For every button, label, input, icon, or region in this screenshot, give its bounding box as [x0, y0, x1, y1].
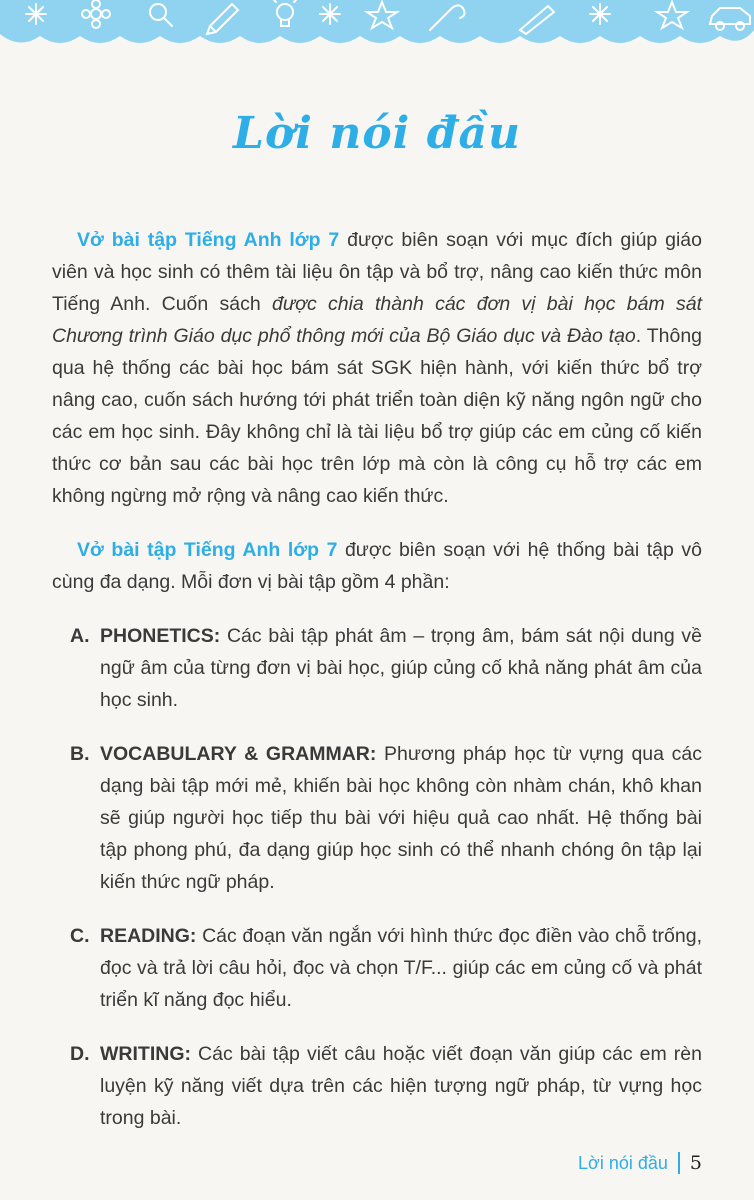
- intro-text-continued: . Thông qua hệ thống các bài học bám sát SGK hiện hành, với kiến thức bổ trợ nâng cao, cuốn sách hướng tới phát triển toàn diện kỹ năng ngôn ngữ cho các em học sinh. Đây không chỉ là tài liệu bổ trợ giúp các em củng cố kiến thức cơ bản sau các bài học trên lớp mà còn là công cụ hỗ trợ các em không ngừng mở rộng và nâng cao kiến thức.: [52, 325, 703, 507]
- snowflake-icon: [590, 4, 610, 24]
- section-text: Các đoạn văn ngắn với hình thức đọc điền vào chỗ trống, đọc và trả lời câu hỏi, đọc và chọn T/F... giúp các em củng cố và phát triển kĩ năng đọc hiểu.: [100, 925, 702, 1011]
- section-text: Các bài tập phát âm – trọng âm, bám sát nội dung về ngữ âm của từng đơn vị bài học, giúp củng cố khả năng phát âm của học sinh.: [100, 625, 702, 711]
- section-item-vocabulary-grammar: [52, 738, 702, 898]
- section-item-writing: [52, 1038, 702, 1134]
- section-text: Phương pháp học từ vựng qua các dạng bài tập mới mẻ, khiến bài học không còn nhàm chán, khô khan sẽ giúp người học tiếp thu bài với hiệu quả cao nhất. Hệ thống bài tập phong phú, đa dạng giúp học sinh có thể nhanh chóng ôn tập lại kiến thức ngữ pháp.: [100, 743, 702, 893]
- section-letter: A.: [70, 625, 90, 647]
- footer-section-title: Lời nói đầu: [578, 1152, 668, 1173]
- intro-text: được biên soạn với mục đích giúp giáo viên và học sinh có thêm tài liệu ôn tập và bổ trợ, nâng cao kiến thức môn Tiếng Anh. Cuốn sách: [52, 229, 702, 315]
- section-heading: READING:: [100, 925, 197, 947]
- snowflake-icon: [320, 4, 340, 24]
- section-heading: VOCABULARY & GRAMMAR:: [100, 743, 377, 765]
- section-list: [52, 620, 702, 1134]
- section-item-reading: [52, 920, 702, 1016]
- page-number: 5: [689, 1152, 702, 1174]
- book-name: Vở bài tập Tiếng Anh lớp 7: [77, 229, 340, 251]
- decorative-wave-banner: [0, 0, 754, 56]
- section-heading: PHONETICS:: [100, 625, 221, 647]
- page-title: Lời nói đầu: [233, 108, 521, 159]
- structure-text: được biên soạn với hệ thống bài tập vô cùng đa dạng. Mỗi đơn vị bài tập gồm 4 phần:: [52, 539, 702, 593]
- structure-paragraph: [52, 534, 702, 598]
- section-letter: B.: [70, 743, 90, 765]
- section-letter: C.: [70, 925, 90, 947]
- section-letter: D.: [70, 1043, 90, 1065]
- intro-italic-text: được chia thành các đơn vị bài học bám sát Chương trình Giáo dục phổ thông mới của Bộ Giáo dục và Đào tạo: [52, 293, 702, 347]
- main-content: [52, 224, 702, 1156]
- section-text: Các bài tập viết câu hoặc viết đoạn văn giúp các em rèn luyện kỹ năng viết dựa trên các hiện tượng ngữ pháp, từ vựng học trong bài.: [100, 1043, 702, 1129]
- snowflake-icon: [26, 4, 46, 24]
- section-heading: WRITING:: [100, 1043, 191, 1065]
- section-item-phonetics: [52, 620, 702, 716]
- intro-paragraph: [52, 224, 702, 512]
- page-footer: [578, 1152, 702, 1174]
- book-name: Vở bài tập Tiếng Anh lớp 7: [77, 539, 338, 561]
- footer-divider: [678, 1152, 680, 1174]
